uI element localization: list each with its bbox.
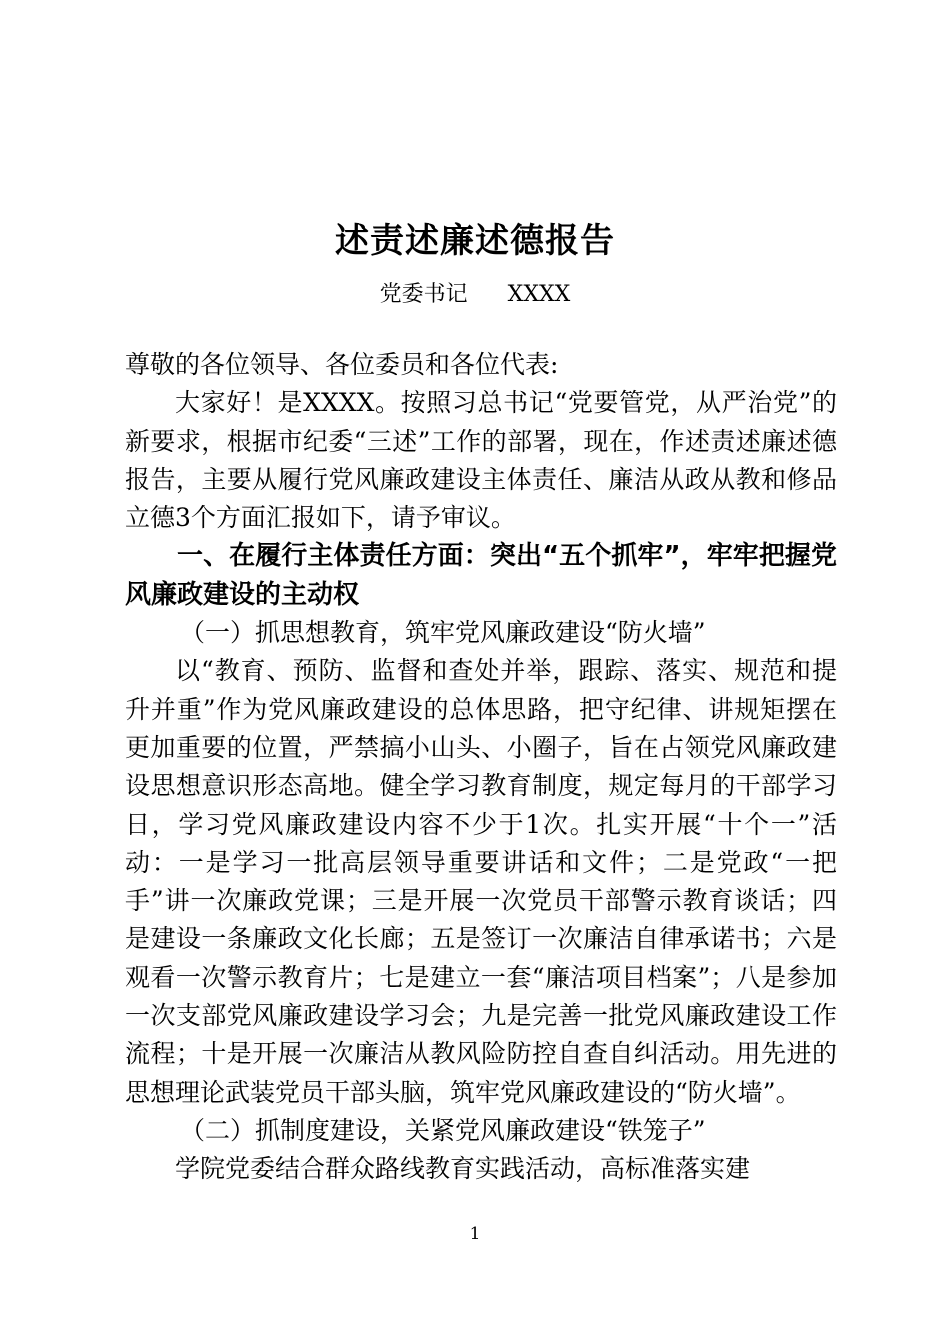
subsection-2-paragraph: 学院党委结合群众路线教育实践活动，高标准落实建	[175, 1154, 751, 1184]
intro-paragraph: 大家好！是XXXX。按照习总书记“党要管党，从严治党”的新要求，根据市纪委“三述”工作的部署，现在，作述责述廉述德报告，主要从履行党风廉政建设主体责任、廉洁从政从教和修品立德3个方面汇报如下，请予审议。	[125, 388, 837, 533]
author-line	[0, 278, 950, 312]
page-number: 1	[469, 1224, 481, 1244]
subsection-1-paragraph: 以“教育、预防、监督和查处并举，跟踪、落实、规范和提升并重”作为党风廉政建设的总体思路，把守纪律、讲规矩摆在更加重要的位置，严禁搞小山头、小圈子，旨在占领党风廉政建设思想意识形态高地。健全学习教育制度，规定每月的干部学习日，学习党风廉政建设内容不少于1次。扎实开展“十个一”活动：一是学习一批高层领导重要讲话和文件；二是党政“一把手”讲一次廉政党课；三是开展一次党员干部警示教育谈话；四是建设一条廉政文化长廊；五是签订一次廉洁自律承诺书；六是观看一次警示教育片；七是建立一套“廉洁项目档案”；八是参加一次支部党风廉政建设学习会；九是完善一批党风廉政建设工作流程；十是开展一次廉洁从教风险防控自查自纠活动。用先进的思想理论武装党员干部头脑，筑牢党风廉政建设的“防火墙”。	[125, 656, 837, 1107]
salutation: 尊敬的各位领导、各位委员和各位代表:	[125, 350, 559, 379]
document-body	[125, 346, 837, 1189]
document-title: 述责述廉述德报告	[335, 221, 615, 261]
subsection-1-heading: （一）抓思想教育，筑牢党风廉政建设“防火墙”	[180, 618, 706, 648]
section-1-heading: 一、在履行主体责任方面：突出“五个抓牢”，牢牢把握党风廉政建设的主动权	[125, 541, 837, 610]
author-name: XXXX	[507, 282, 571, 307]
author-role: 党委书记	[379, 282, 468, 307]
subsection-2-heading: （二）抓制度建设，关紧党风廉政建设“铁笼子”	[180, 1115, 706, 1145]
